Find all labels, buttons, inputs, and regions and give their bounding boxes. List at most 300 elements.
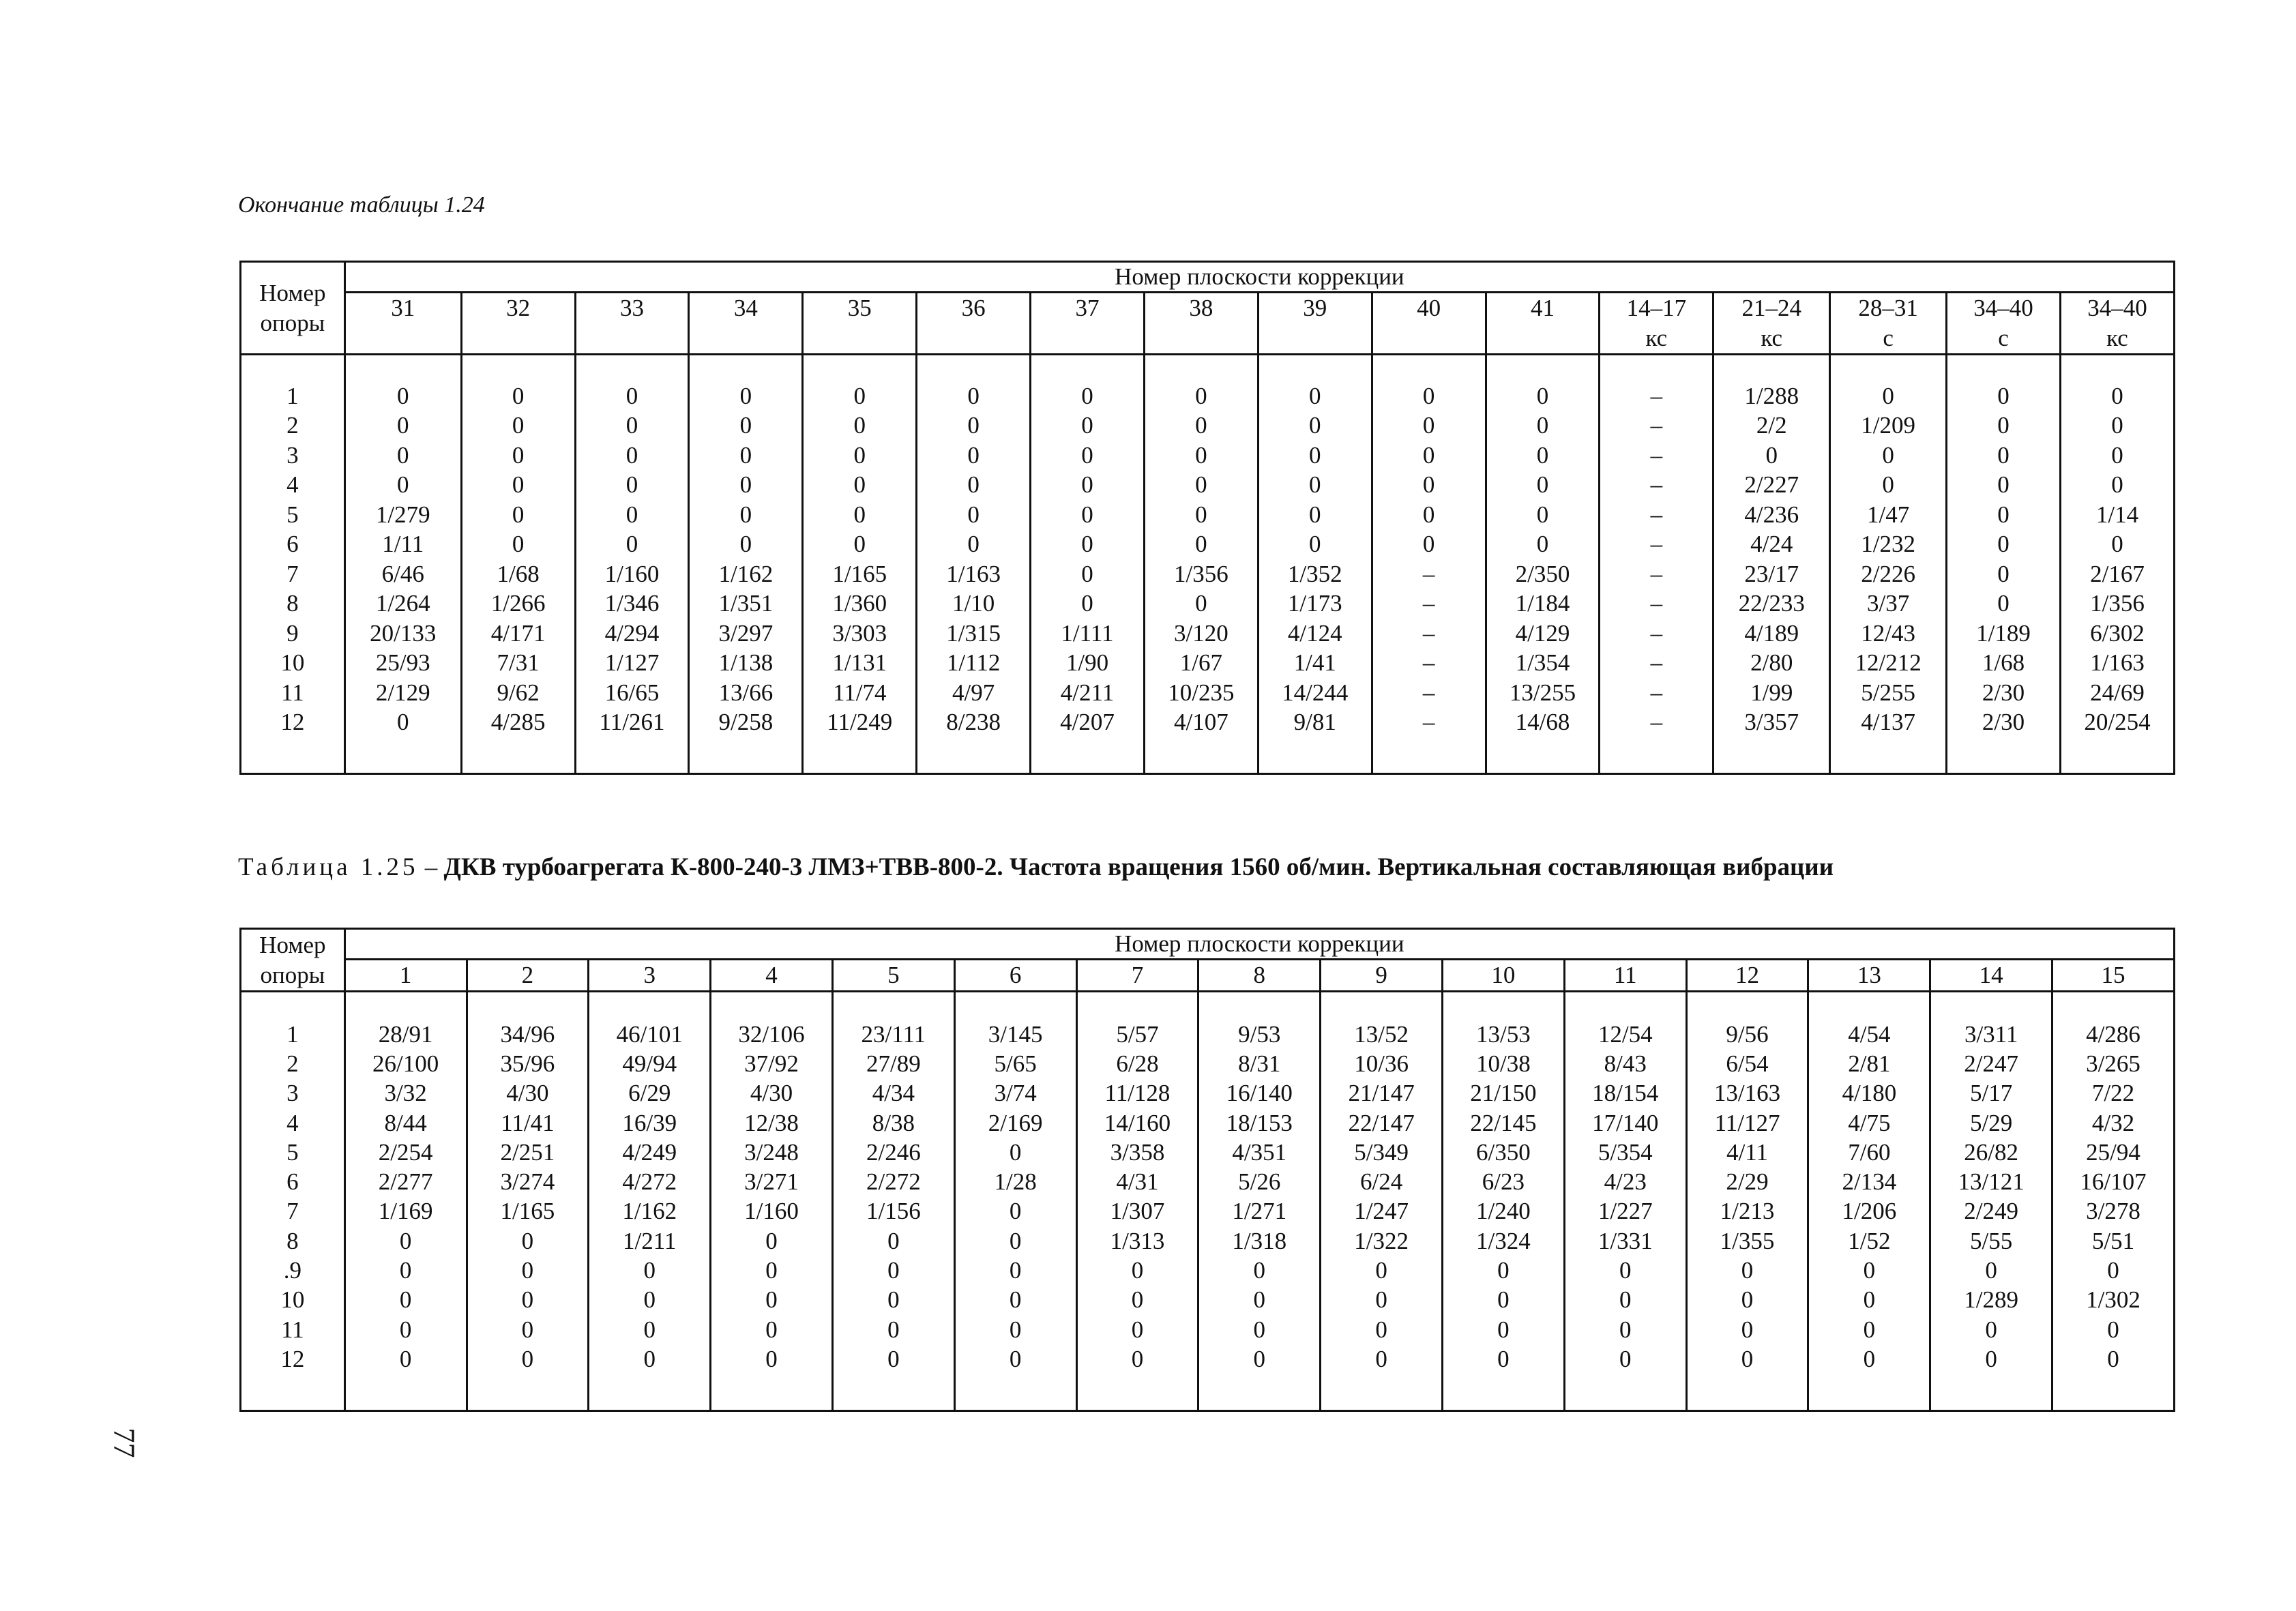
table-cell: 11/261 bbox=[575, 708, 689, 738]
support-number-cell: 1 bbox=[241, 381, 345, 411]
support-number-cell: 7 bbox=[241, 1197, 345, 1226]
table-cell: 4/11 bbox=[1686, 1138, 1808, 1167]
table-row bbox=[241, 1167, 2175, 1196]
table-cell: 0 bbox=[1258, 500, 1372, 530]
table-cell: 1/68 bbox=[461, 559, 575, 589]
table-cell: 0 bbox=[1713, 441, 1830, 471]
table-cell: 0 bbox=[1443, 1256, 1565, 1285]
table-cell: 5/29 bbox=[1930, 1108, 2052, 1138]
spacer-cell bbox=[1198, 1374, 1321, 1411]
table-cell: 3/297 bbox=[689, 619, 803, 649]
table-cell: 0 bbox=[1486, 471, 1600, 501]
table-cell: – bbox=[1600, 708, 1713, 738]
table-cell: 0 bbox=[1198, 1315, 1321, 1344]
support-number-cell: 8 bbox=[241, 1226, 345, 1256]
table-row bbox=[241, 1049, 2175, 1078]
table-cell: 0 bbox=[1258, 411, 1372, 441]
table-cell: 26/82 bbox=[1930, 1138, 2052, 1167]
table-cell: 2/29 bbox=[1686, 1167, 1808, 1196]
table-cell: 1/247 bbox=[1321, 1197, 1443, 1226]
table-cell: 0 bbox=[2060, 530, 2174, 560]
table-cell: 10/36 bbox=[1321, 1049, 1443, 1078]
table-cell: 21/147 bbox=[1321, 1079, 1443, 1108]
table-cell: 0 bbox=[467, 1315, 589, 1344]
table-cell: 2/226 bbox=[1830, 559, 1947, 589]
spacer-cell bbox=[1321, 992, 1443, 1020]
table-cell: 0 bbox=[1830, 441, 1947, 471]
support-number-cell: 2 bbox=[241, 1049, 345, 1078]
support-number-cell: 2 bbox=[241, 411, 345, 441]
table-cell: 0 bbox=[1947, 441, 2061, 471]
table-cell: 0 bbox=[1031, 530, 1145, 560]
table-cell: 0 bbox=[1947, 589, 2061, 619]
table-cell: 1/138 bbox=[689, 649, 803, 679]
table-cell: 0 bbox=[1258, 381, 1372, 411]
table-cell: 1/112 bbox=[917, 649, 1031, 679]
table-cell: 0 bbox=[711, 1344, 833, 1374]
table-cell: 12/212 bbox=[1830, 649, 1947, 679]
column-header: 4 bbox=[711, 960, 833, 992]
table-cell: 0 bbox=[917, 530, 1031, 560]
table-cell: 0 bbox=[1947, 530, 2061, 560]
table-cell: 1/99 bbox=[1713, 678, 1830, 708]
table-cell: 1/67 bbox=[1144, 649, 1258, 679]
spacer-cell bbox=[1372, 355, 1486, 382]
table-cell: 0 bbox=[917, 411, 1031, 441]
table-cell: 1/162 bbox=[589, 1197, 711, 1226]
table-cell: 13/53 bbox=[1443, 1020, 1565, 1049]
table-cell: 0 bbox=[1930, 1256, 2052, 1285]
table-cell: 0 bbox=[803, 411, 917, 441]
table-row bbox=[241, 1108, 2175, 1138]
table-cell: 0 bbox=[917, 381, 1031, 411]
table-cell: – bbox=[1600, 559, 1713, 589]
table-row bbox=[241, 1256, 2175, 1285]
spacer-cell bbox=[1321, 1374, 1443, 1411]
table-cell: 14/160 bbox=[1076, 1108, 1198, 1138]
table-cell: 5/57 bbox=[1076, 1020, 1198, 1049]
table-cell: – bbox=[1372, 559, 1486, 589]
table-cell: 16/39 bbox=[589, 1108, 711, 1138]
table-cell: 0 bbox=[461, 471, 575, 501]
table-cell: 13/121 bbox=[1930, 1167, 2052, 1196]
table-cell: 3/265 bbox=[2052, 1049, 2175, 1078]
table-cell: 22/145 bbox=[1443, 1108, 1565, 1138]
table-row bbox=[241, 708, 2175, 738]
support-number-cell: 8 bbox=[241, 589, 345, 619]
support-number-cell: 11 bbox=[241, 678, 345, 708]
table-row bbox=[241, 441, 2175, 471]
spacer-cell bbox=[1830, 737, 1947, 774]
column-header: 41 bbox=[1486, 293, 1600, 355]
table-caption bbox=[238, 853, 1834, 882]
table-cell: 0 bbox=[1486, 411, 1600, 441]
table-cell: 0 bbox=[1830, 471, 1947, 501]
spacer-cell bbox=[1930, 992, 2052, 1020]
table-cell: 0 bbox=[832, 1226, 954, 1256]
table-row bbox=[241, 530, 2175, 560]
table-cell: 23/111 bbox=[832, 1020, 954, 1049]
table-cell: 4/124 bbox=[1258, 619, 1372, 649]
table-cell: 1/189 bbox=[1947, 619, 2061, 649]
table-cell: 6/302 bbox=[2060, 619, 2174, 649]
table-cell: 0 bbox=[344, 708, 461, 738]
support-number-cell: 4 bbox=[241, 471, 345, 501]
table-cell: 0 bbox=[589, 1286, 711, 1315]
table-cell: 1/271 bbox=[1198, 1197, 1321, 1226]
header-support-number: Номер опоры bbox=[241, 262, 345, 355]
table-cell: 1/354 bbox=[1486, 649, 1600, 679]
table-cell: 0 bbox=[917, 441, 1031, 471]
table-cell: 4/129 bbox=[1486, 619, 1600, 649]
spacer-cell bbox=[1808, 1374, 1930, 1411]
table-cell: 3/120 bbox=[1144, 619, 1258, 649]
table-cell: 9/258 bbox=[689, 708, 803, 738]
table-cell: 6/350 bbox=[1443, 1138, 1565, 1167]
table-cell: 8/38 bbox=[832, 1108, 954, 1138]
spacer-cell bbox=[241, 737, 345, 774]
spacer-cell bbox=[344, 737, 461, 774]
table-cell: 0 bbox=[1947, 471, 2061, 501]
support-number-cell: 12 bbox=[241, 1344, 345, 1374]
table-cell: 6/28 bbox=[1076, 1049, 1198, 1078]
spacer-cell bbox=[1713, 355, 1830, 382]
table-cell: 0 bbox=[1144, 471, 1258, 501]
table-cell: 1/322 bbox=[1321, 1226, 1443, 1256]
table-cell: 0 bbox=[954, 1256, 1076, 1285]
table-cell: 0 bbox=[689, 441, 803, 471]
table-cell: 0 bbox=[954, 1197, 1076, 1226]
table-cell: 3/311 bbox=[1930, 1020, 2052, 1049]
table-cell: – bbox=[1600, 500, 1713, 530]
table-row bbox=[241, 1020, 2175, 1049]
table-cell: 24/69 bbox=[2060, 678, 2174, 708]
column-header: 11 bbox=[1564, 960, 1686, 992]
table-cell: 0 bbox=[589, 1256, 711, 1285]
table-cell: 2/247 bbox=[1930, 1049, 2052, 1078]
table-cell: 16/107 bbox=[2052, 1167, 2175, 1196]
spacer-cell bbox=[954, 1374, 1076, 1411]
column-header: 6 bbox=[954, 960, 1076, 992]
table-cell: 0 bbox=[1144, 589, 1258, 619]
table-cell: 0 bbox=[954, 1226, 1076, 1256]
table-cell: 23/17 bbox=[1713, 559, 1830, 589]
table-cell: 0 bbox=[803, 441, 917, 471]
table-cell: 1/346 bbox=[575, 589, 689, 619]
table-cell: 4/272 bbox=[589, 1167, 711, 1196]
spacer-cell bbox=[467, 992, 589, 1020]
table-cell: 0 bbox=[711, 1226, 833, 1256]
table-cell: 0 bbox=[1258, 530, 1372, 560]
spacer-cell bbox=[1947, 355, 2061, 382]
table-cell: 8/31 bbox=[1198, 1049, 1321, 1078]
table-cell: 5/17 bbox=[1930, 1079, 2052, 1108]
table-cell: 1/211 bbox=[589, 1226, 711, 1256]
table-cell: 0 bbox=[589, 1315, 711, 1344]
table-cell: 3/274 bbox=[467, 1167, 589, 1196]
table-cell: 2/129 bbox=[344, 678, 461, 708]
spacer-cell bbox=[954, 992, 1076, 1020]
column-header: 14 bbox=[1930, 960, 2052, 992]
table-cell: 1/127 bbox=[575, 649, 689, 679]
table-cell: 0 bbox=[1564, 1344, 1686, 1374]
table-cell: 0 bbox=[1947, 411, 2061, 441]
table-cell: 5/51 bbox=[2052, 1226, 2175, 1256]
table-cell: 0 bbox=[2060, 441, 2174, 471]
table-cell: 2/249 bbox=[1930, 1197, 2052, 1226]
table-cell: 13/52 bbox=[1321, 1020, 1443, 1049]
table-cell: 0 bbox=[1321, 1344, 1443, 1374]
table-cell: 2/277 bbox=[344, 1167, 467, 1196]
table-cell: 14/244 bbox=[1258, 678, 1372, 708]
support-number-cell: 12 bbox=[241, 708, 345, 738]
table-row bbox=[241, 559, 2175, 589]
spacer-cell bbox=[1031, 737, 1145, 774]
spacer-cell bbox=[1372, 737, 1486, 774]
column-header: 21–24 кс bbox=[1713, 293, 1830, 355]
table-cell: 0 bbox=[1947, 559, 2061, 589]
table-cell: 0 bbox=[467, 1286, 589, 1315]
spacer-cell bbox=[1198, 992, 1321, 1020]
table-cell: – bbox=[1600, 619, 1713, 649]
table-cell: – bbox=[1600, 530, 1713, 560]
table-cell: 0 bbox=[1372, 411, 1486, 441]
column-header: 37 bbox=[1031, 293, 1145, 355]
table-cell: 2/81 bbox=[1808, 1049, 1930, 1078]
column-header: 38 bbox=[1144, 293, 1258, 355]
table-row bbox=[241, 1138, 2175, 1167]
table-cell: 5/349 bbox=[1321, 1138, 1443, 1167]
table-cell: 2/134 bbox=[1808, 1167, 1930, 1196]
spacer-cell bbox=[1076, 992, 1198, 1020]
column-header: 10 bbox=[1443, 960, 1565, 992]
table-cell: 0 bbox=[1031, 471, 1145, 501]
table-cell: 4/30 bbox=[467, 1079, 589, 1108]
spacer-cell bbox=[1258, 737, 1372, 774]
table-cell: 0 bbox=[344, 1226, 467, 1256]
table-cell: 1/11 bbox=[344, 530, 461, 560]
table-cell: 0 bbox=[1372, 500, 1486, 530]
table-cell: 5/26 bbox=[1198, 1167, 1321, 1196]
table-cell: 0 bbox=[1686, 1256, 1808, 1285]
table-cell: 1/266 bbox=[461, 589, 575, 619]
table-cell: 0 bbox=[461, 381, 575, 411]
header-correction-planes: Номер плоскости коррекции bbox=[344, 929, 2174, 960]
table-title: ДКВ турбоагрегата К-800-240-3 ЛМЗ+ТВВ-800-2. Частота вращения 1560 об/мин. Вертикальная составляющая вибрации bbox=[443, 853, 1834, 881]
table-cell: 12/43 bbox=[1830, 619, 1947, 649]
spacer-cell bbox=[1144, 355, 1258, 382]
table-cell: 1/240 bbox=[1443, 1197, 1565, 1226]
table-cell: 0 bbox=[803, 471, 917, 501]
table-row bbox=[241, 589, 2175, 619]
table-cell: 1/10 bbox=[917, 589, 1031, 619]
table-cell: 0 bbox=[1808, 1286, 1930, 1315]
table-cell: 0 bbox=[467, 1344, 589, 1374]
table-cell: 0 bbox=[1930, 1344, 2052, 1374]
table-cell: 11/127 bbox=[1686, 1108, 1808, 1138]
table-row bbox=[241, 381, 2175, 411]
table-cell: 0 bbox=[1372, 441, 1486, 471]
table-cell: 3/358 bbox=[1076, 1138, 1198, 1167]
table-cell: 2/167 bbox=[2060, 559, 2174, 589]
table-cell: 0 bbox=[1372, 381, 1486, 411]
column-header: 32 bbox=[461, 293, 575, 355]
table-cell: 35/96 bbox=[467, 1049, 589, 1078]
table-cell: 0 bbox=[575, 471, 689, 501]
table-cell: 4/171 bbox=[461, 619, 575, 649]
table-cell: 8/44 bbox=[344, 1108, 467, 1138]
table-cell: 0 bbox=[1076, 1256, 1198, 1285]
spacer-cell bbox=[1808, 992, 1930, 1020]
column-header: 34–40 с bbox=[1947, 293, 2061, 355]
table-cell: 3/37 bbox=[1830, 589, 1947, 619]
spacer-cell bbox=[689, 355, 803, 382]
table-cell: 0 bbox=[461, 441, 575, 471]
spacer-cell bbox=[803, 355, 917, 382]
table-cell: 0 bbox=[1372, 530, 1486, 560]
table-cell: 0 bbox=[575, 500, 689, 530]
table-cell: 0 bbox=[1930, 1315, 2052, 1344]
table-cell: 0 bbox=[1808, 1256, 1930, 1285]
support-number-cell: 3 bbox=[241, 441, 345, 471]
table-cell: 4/249 bbox=[589, 1138, 711, 1167]
table-cell: 4/30 bbox=[711, 1079, 833, 1108]
table-cell: 2/169 bbox=[954, 1108, 1076, 1138]
spacer-cell bbox=[1144, 737, 1258, 774]
spacer-cell bbox=[1486, 355, 1600, 382]
column-header: 39 bbox=[1258, 293, 1372, 355]
column-header: 33 bbox=[575, 293, 689, 355]
table-cell: 0 bbox=[954, 1344, 1076, 1374]
table-cell: 0 bbox=[461, 411, 575, 441]
column-header: 1 bbox=[344, 960, 467, 992]
table-cell: 1/160 bbox=[711, 1197, 833, 1226]
table-cell: 1/315 bbox=[917, 619, 1031, 649]
table-cell: 4/34 bbox=[832, 1079, 954, 1108]
table-cell: 0 bbox=[1321, 1256, 1443, 1285]
table-cell: 9/56 bbox=[1686, 1020, 1808, 1049]
column-header: 14–17 кс bbox=[1600, 293, 1713, 355]
table-cell: 14/68 bbox=[1486, 708, 1600, 738]
column-header: 2 bbox=[467, 960, 589, 992]
spacer-cell bbox=[1443, 992, 1565, 1020]
table-row bbox=[241, 500, 2175, 530]
table-cell: 2/227 bbox=[1713, 471, 1830, 501]
table-cell: 0 bbox=[589, 1344, 711, 1374]
column-header: 34 bbox=[689, 293, 803, 355]
spacer-cell bbox=[344, 1374, 467, 1411]
table-cell: 0 bbox=[689, 530, 803, 560]
table-cell: 2/254 bbox=[344, 1138, 467, 1167]
column-header: 3 bbox=[589, 960, 711, 992]
spacer-cell bbox=[344, 992, 467, 1020]
support-number-cell: 10 bbox=[241, 1286, 345, 1315]
table-cell: 25/94 bbox=[2052, 1138, 2175, 1167]
table-cell: 4/137 bbox=[1830, 708, 1947, 738]
table-cell: 0 bbox=[2060, 381, 2174, 411]
support-number-cell: 11 bbox=[241, 1315, 345, 1344]
table-row bbox=[241, 1226, 2175, 1256]
spacer-cell bbox=[241, 992, 345, 1020]
spacer-cell bbox=[2060, 355, 2174, 382]
table-cell: 0 bbox=[344, 441, 461, 471]
table-cell: 1/356 bbox=[2060, 589, 2174, 619]
support-number-cell: 6 bbox=[241, 1167, 345, 1196]
table-row bbox=[241, 1079, 2175, 1108]
table-cell: 0 bbox=[1564, 1286, 1686, 1315]
spacer-cell bbox=[1830, 355, 1947, 382]
table-cell: 2/350 bbox=[1486, 559, 1600, 589]
table-cell: 0 bbox=[344, 471, 461, 501]
spacer-cell bbox=[1564, 992, 1686, 1020]
table-cell: 0 bbox=[1372, 471, 1486, 501]
table-cell: 1/28 bbox=[954, 1167, 1076, 1196]
table-caption-dash: – bbox=[418, 853, 444, 881]
table-cell: 0 bbox=[1947, 500, 2061, 530]
table-cell: 2/80 bbox=[1713, 649, 1830, 679]
table-cell: 0 bbox=[1564, 1315, 1686, 1344]
table-cell: 4/294 bbox=[575, 619, 689, 649]
column-header: 36 bbox=[917, 293, 1031, 355]
table-cell: 9/62 bbox=[461, 678, 575, 708]
table-cell: 4/207 bbox=[1031, 708, 1145, 738]
spacer-cell bbox=[2060, 737, 2174, 774]
table-label: Таблица 1.25 bbox=[238, 853, 419, 881]
spacer-cell bbox=[1600, 737, 1713, 774]
column-header: 5 bbox=[832, 960, 954, 992]
table-cell: 11/74 bbox=[803, 678, 917, 708]
spacer-cell bbox=[711, 992, 833, 1020]
table-cell: 0 bbox=[711, 1286, 833, 1315]
spacer-cell bbox=[461, 355, 575, 382]
spacer-cell bbox=[344, 355, 461, 382]
table-cell: 8/238 bbox=[917, 708, 1031, 738]
table-cell: 10/235 bbox=[1144, 678, 1258, 708]
table-cell: 3/74 bbox=[954, 1079, 1076, 1108]
spacer-cell bbox=[1486, 737, 1600, 774]
table-cell: 18/153 bbox=[1198, 1108, 1321, 1138]
table-cell: 1/264 bbox=[344, 589, 461, 619]
table-cell: 1/351 bbox=[689, 589, 803, 619]
spacer-cell bbox=[1713, 737, 1830, 774]
table-cell: 1/307 bbox=[1076, 1197, 1198, 1226]
table-cell: 1/163 bbox=[2060, 649, 2174, 679]
table-cell: 1/352 bbox=[1258, 559, 1372, 589]
table-cell: 4/211 bbox=[1031, 678, 1145, 708]
table-cell: – bbox=[1600, 471, 1713, 501]
table-cell: 37/92 bbox=[711, 1049, 833, 1078]
spacer-cell bbox=[1076, 1374, 1198, 1411]
table-cell: 0 bbox=[2052, 1256, 2175, 1285]
table-cell: 0 bbox=[1031, 589, 1145, 619]
table-cell: 4/285 bbox=[461, 708, 575, 738]
support-number-cell: .9 bbox=[241, 1256, 345, 1285]
spacer-cell bbox=[241, 1374, 345, 1411]
table-cell: – bbox=[1372, 678, 1486, 708]
table-cell: 7/22 bbox=[2052, 1079, 2175, 1108]
table-cell: 21/150 bbox=[1443, 1079, 1565, 1108]
table-cell: 0 bbox=[461, 530, 575, 560]
table-cell: 1/52 bbox=[1808, 1226, 1930, 1256]
table-cell: 4/351 bbox=[1198, 1138, 1321, 1167]
table-cell: 2/2 bbox=[1713, 411, 1830, 441]
table-cell: 0 bbox=[689, 381, 803, 411]
table-cell: 1/163 bbox=[917, 559, 1031, 589]
header-correction-planes: Номер плоскости коррекции bbox=[344, 262, 2174, 293]
table-cell: 0 bbox=[1686, 1286, 1808, 1315]
spacer-cell bbox=[711, 1374, 833, 1411]
support-number-cell: 5 bbox=[241, 1138, 345, 1167]
